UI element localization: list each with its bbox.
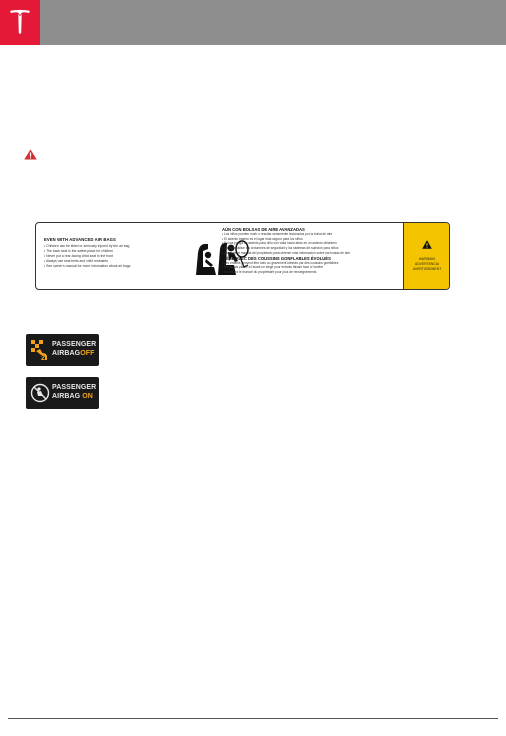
- label-english-line: • Children can be killed or seriously injured by the air bag: [44, 243, 130, 248]
- warning-word: ADVERTENCIA: [414, 262, 440, 266]
- label-french-line: • Ne jamais placer à l'avant un siège pour enfants faisant face à l'arrière: [222, 265, 324, 270]
- passenger-airbag-off-indicator: [26, 334, 99, 366]
- label-french-line: • Consultez le manuel du propriétaire pour plus de renseignements: [222, 269, 317, 274]
- indicator-line2: [52, 350, 95, 357]
- indicator-line1: PASSENGER: [52, 341, 97, 348]
- tesla-logo-icon: [9, 9, 31, 35]
- label-french-title: MÊME AVEC DES COUSSINS GONFLABLES ÉVOLUÉS: [222, 255, 331, 261]
- page-header: [0, 0, 506, 45]
- indicator-state: OFF: [80, 350, 95, 357]
- label-english-line: • Never put a rear-facing child seat in the front: [44, 253, 114, 258]
- indicator-line2: [52, 393, 93, 400]
- logo-box: [0, 0, 40, 45]
- indicator-airbag-word: AIRBAG: [52, 350, 81, 357]
- label-english-line: • The back seat is the safest place for children: [44, 248, 114, 253]
- airbag-warning-label: [35, 222, 450, 290]
- warning-word: WARNING: [418, 257, 436, 261]
- label-spanish-line: • Siempre utilice los cinturones de seguridad y los sistemas de sujeción para niños: [222, 246, 339, 251]
- label-spanish-line: • Nunca ponga un asiento para niño con vista hacia atrás en un asiento delantero: [222, 241, 337, 246]
- label-french-line: • Les enfants peuvent être tués ou gravement blessés par des coussins gonflables: [222, 260, 339, 265]
- warning-triangle-icon: [24, 149, 37, 160]
- footer-divider: [8, 718, 498, 719]
- warning-word: AVERTISSEMENT: [412, 267, 442, 271]
- svg-text:2: 2: [41, 355, 45, 361]
- label-multilingual-section: [222, 227, 398, 275]
- label-english-line: • Always use seat belts and child restraints: [44, 258, 108, 263]
- label-spanish-title: AÚN CON BOLSAS DE AIRE AVANZADAS: [222, 227, 305, 232]
- warning-triangle-icon: [422, 240, 432, 249]
- indicator-line1: PASSENGER: [52, 384, 97, 391]
- label-english-title: EVEN WITH ADVANCED AIR BAGS: [44, 237, 116, 242]
- indicator-airbag-word: AIRBAG: [52, 393, 81, 400]
- label-english-section: [44, 237, 194, 269]
- passenger-airbag-on-indicator: [26, 377, 99, 409]
- label-warning-panel: [403, 223, 449, 289]
- label-spanish-line: • Los niños pueden morir o resultar seriamente lesionados por la bolsa de aire: [222, 232, 333, 236]
- label-spanish-line: • El asiento trasero es el lugar más seguro para los niños: [222, 236, 303, 241]
- label-spanish-line: • Consulte el manual del propietario para obtener más información sobre las bolsas de aire: [222, 250, 351, 255]
- indicator-state: ON: [82, 393, 93, 400]
- airbag-on-icon: [30, 382, 50, 404]
- airbag-off-icon: [30, 339, 50, 361]
- label-english-line: • See owner's manual for more information about air bags: [44, 263, 131, 268]
